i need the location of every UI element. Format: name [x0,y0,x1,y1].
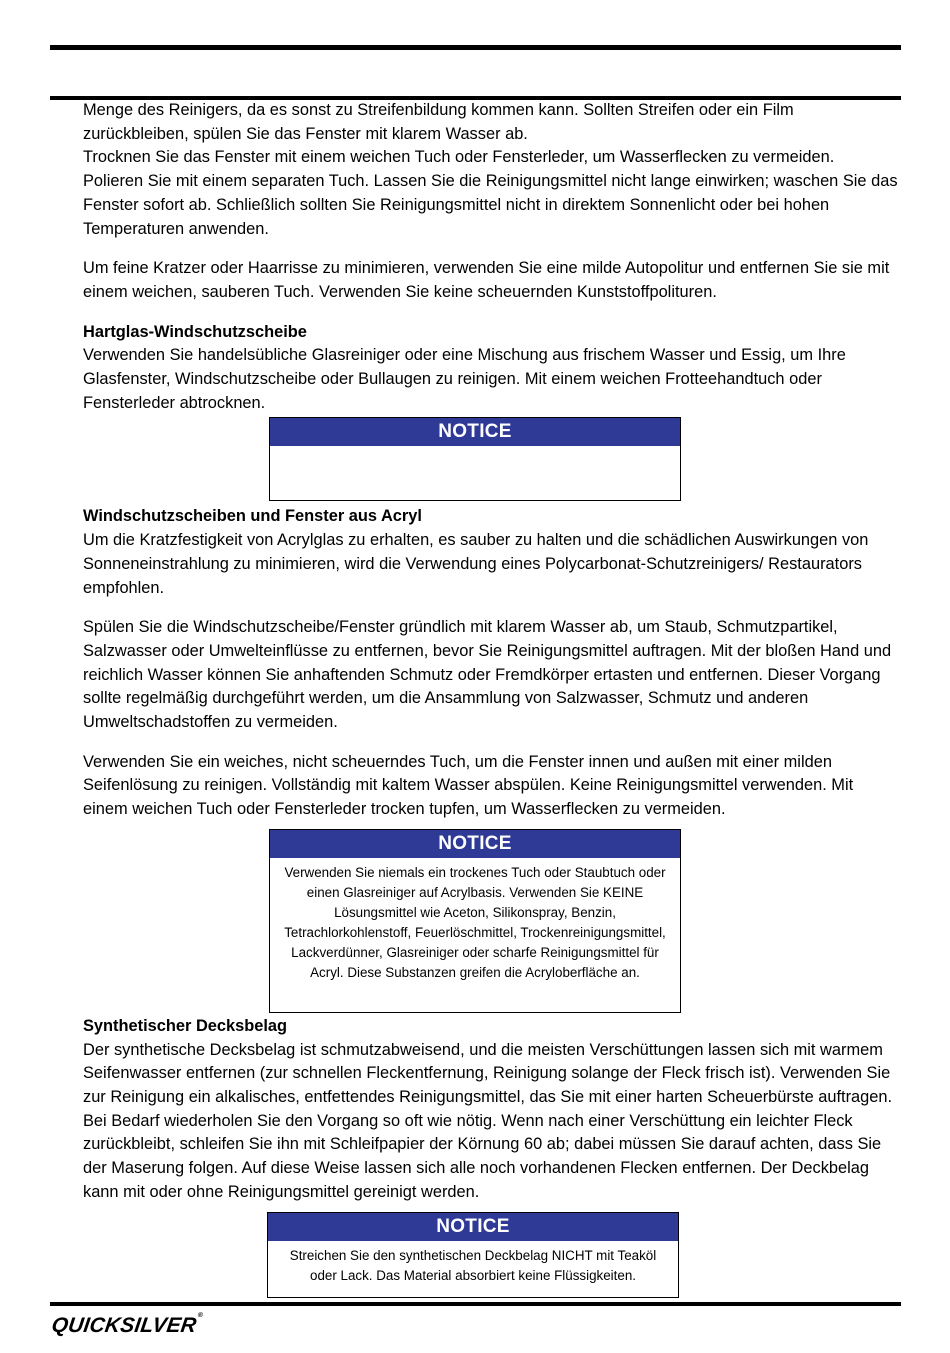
notice-title: NOTICE [270,830,680,858]
paragraph-acrylic-intro: Um die Kratzfestigkeit von Acrylglas zu erhalten, es sauber zu halten und die schädlichen Auswirkungen von Sonneneinstrahlung zu minimieren, wird die Verwendung eines Polycarbonat-Schutzreinigers/ Restaurators empfohlen. [83,531,869,597]
paragraph-streaks: Menge des Reinigers, da es sonst zu Streifenbildung kommen kann. Sollten Streifen oder ein Film zurückbleiben, spülen Sie das Fenster mit klarem Wasser ab. [83,101,794,143]
header-rule-top [50,45,901,50]
notice-text [270,446,680,457]
logo-text: QUICKSILVER [50,1314,198,1337]
notice-box [269,417,681,501]
paragraph-hardglass: Verwenden Sie handelsübliche Glasreiniger oder eine Mischung aus frischem Wasser und Essig, um Ihre Glasfenster, Windschutzscheibe oder Bullaugen zu reinigen. Mit einem weichen Frotteehandtuch oder Fensterleder abtrocknen. [83,346,846,412]
paragraph-scratches: Um feine Kratzer oder Haarrisse zu minimieren, verwenden Sie eine milde Autopolitur und entfernen Sie sie mit einem weichen, sauberen Tuch. Verwenden Sie keine scheuernden Kunststoffpolituren. [83,259,890,301]
notice-title: NOTICE [268,1213,678,1241]
heading-acrylic: Windschutzscheiben und Fenster aus Acryl [83,507,422,526]
notice-box [267,1212,679,1298]
heading-hardglass: Hartglas-Windschutzscheibe [83,322,307,341]
paragraph-decking: Der synthetische Decksbelag ist schmutzabweisend, und die meisten Verschüttungen lassen sich mit warmem Seifenwasser entfernen (zur schnellen Fleckentfernung, Reinigung solange der Fleck frisch ist). Verwenden Sie zur Reinigung ein alkalisches, entfettendes Reinigungsmittel, das Sie mit einer harten Scheuerbürste auftragen. Bei Bedarf wiederholen Sie den Vorgang so oft wie nötig. Wenn nach einer Verschüttung ein leichter Fleck zurückbleibt, schleifen Sie ihn mit Schleifpapier der Körnung 60 ab; dabei müssen Sie darauf achten, dass Sie der Maserung folgen. Auf diese Weise lassen sich alle noch vorhandenen Flecken entfernen. Der Deckbelag kann mit oder ohne Reinigungsmittel gereinigt werden. [83,1040,893,1201]
paragraph-acrylic-clean: Verwenden Sie ein weiches, nicht scheuerndes Tuch, um die Fenster innen und außen mit einer milden Seifenlösung zu reinigen. Vollständig mit kaltem Wasser abspülen. Keine Reinigungsmittel verwenden. Mit einem weichen Tuch oder Fensterleder trocken tupfen, um Wasserflecken zu vermeiden. [83,752,854,819]
page-body [83,99,898,1298]
footer-rule [50,1302,901,1306]
notice-text: Streichen Sie den synthetischen Deckbelag NICHT mit Teaköl oder Lack. Das Material absorbiert keine Flüssigkeiten. [289,1247,657,1283]
heading-decking: Synthetischer Decksbelag [83,1016,288,1035]
paragraph-drying: Trocknen Sie das Fenster mit einem weichen Tuch oder Fensterleder, um Wasserflecken zu vermeiden. Polieren Sie mit einem separaten Tuch. Lassen Sie die Reinigungsmittel nicht lange einwirken; waschen Sie das Fenster sofort ab. Schließlich sollten Sie Reinigungsmittel nicht in direktem Sonnenlicht oder bei hohen Temperaturen anwenden. [83,148,898,238]
notice-title: NOTICE [270,418,680,446]
notice-box [269,829,681,1013]
notice-text: Verwenden Sie niemals ein trockenes Tuch oder Staubtuch oder einen Glasreiniger auf Acrylbasis. Verwenden Sie KEINE Lösungsmittel wie Aceton, Silikonspray, Benzin, Tetrachlorkohlenstoff, Feuerlöschmittel, Trockenreinigungsmittel, Lackverdünner, Glasreiniger oder scharfe Reinigungsmittel für Acryl. Diese Substanzen greifen die Acryloberfläche an. [284,864,666,980]
paragraph-acrylic-rinse: Spülen Sie die Windschutzscheibe/Fenster gründlich mit klarem Wasser ab, um Staub, Schmutzpartikel, Salzwasser oder Umwelteinflüsse zu entfernen, bevor Sie Reinigungsmittel auftragen. Mit der bloßen Hand und reichlich Wasser können Sie anhaftenden Schmutz oder Fremdkörper ertasten und entfernen. Dieser Vorgang sollte regelmäßig durchgeführt werden, um die Ansammlung von Salzwasser, Schmutz und anderen Umweltschadstoffen zu vermeiden. [83,618,892,732]
registered-mark: ® [197,1312,204,1319]
quicksilver-logo [50,1314,203,1338]
